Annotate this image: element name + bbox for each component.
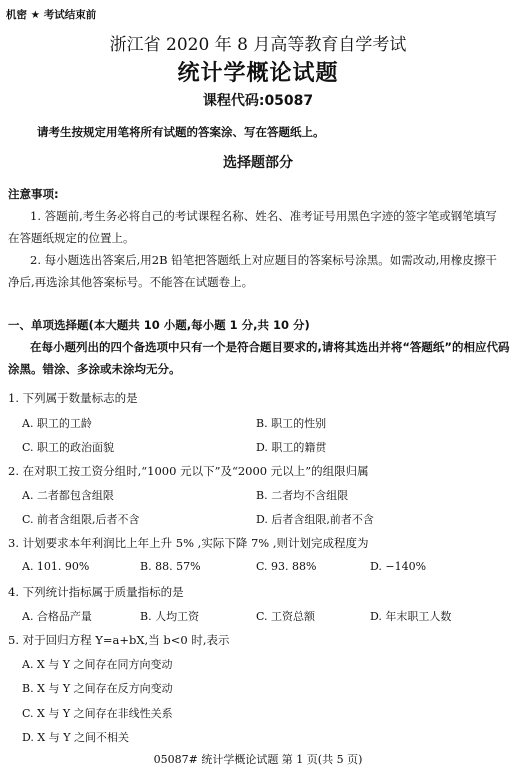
note-text: 1. 答题前,考生务必将自己的考试课程名称、姓名、准考证号用黑色字迹的签字笔或钢笔填写在答题纸规定的位置上。: [8, 209, 497, 245]
option-c: C. 前者含组限,后者不含: [22, 513, 140, 526]
option-a: A. 合格品产量: [22, 610, 92, 623]
option-d: D. −140%: [370, 560, 427, 573]
option-d: D. 职工的籍贯: [256, 441, 327, 454]
option-c: C. 职工的政治面貌: [22, 441, 115, 454]
exam-title: 浙江省 2020 年 8 月高等教育自学考试: [109, 35, 407, 55]
notes-title: 注意事项:: [8, 187, 59, 201]
page-footer: 05087# 统计学概论试题 第 1 页(共 5 页): [153, 753, 363, 766]
option-b: B. X 与 Y 之间存在反方向变动: [22, 682, 173, 695]
question-stem: 2. 在对职工按工资分组时,“1000 元以下”及“2000 元以上”的组限归属: [8, 464, 369, 478]
section-title: 选择题部分: [223, 155, 293, 171]
answer-instruction: 请考生按规定用笔将所有试题的答案涂、写在答题纸上。: [37, 125, 325, 139]
note-item: [8, 249, 508, 293]
question-stem: 1. 下列属于数量标志的是: [8, 391, 138, 405]
part-description-text: 在每小题列出的四个备选项中只有一个是符合题目要求的,请将其选出并将“答题纸”的相应代码涂黑。错涂、多涂或未涂均无分。: [8, 340, 510, 376]
option-b: B. 二者均不含组限: [256, 489, 349, 502]
part-heading: 一、单项选择题(本大题共 10 小题,每小题 1 分,共 10 分): [8, 318, 310, 332]
option-a: A. 职工的工龄: [22, 417, 92, 430]
subject-title: 统计学概论试题: [177, 61, 339, 86]
option-d: D. 年末职工人数: [370, 610, 452, 623]
option-b: B. 88. 57%: [140, 560, 201, 573]
option-c: C. 93. 88%: [256, 560, 317, 573]
question-stem: 5. 对于回归方程 Y=a+bX,当 b<0 时,表示: [8, 633, 230, 647]
question-stem: 4. 下列统计指标属于质量指标的是: [8, 585, 184, 599]
note-text: 2. 每小题选出答案后,用2B 铅笔把答题纸上对应题目的答案标号涂黑。如需改动,用橡皮擦干净后,再选涂其他答案标号。不能答在试题卷上。: [8, 253, 497, 289]
option-a: A. X 与 Y 之间存在同方向变动: [22, 658, 173, 671]
option-a: A. 101. 90%: [22, 560, 90, 573]
option-b: B. 职工的性别: [256, 417, 327, 430]
option-d: D. 后者含组限,前者不含: [256, 513, 374, 526]
part-description: [8, 336, 510, 380]
option-b: B. 人均工资: [140, 610, 200, 623]
option-c: C. 工资总额: [256, 610, 316, 623]
note-item: [8, 205, 508, 249]
secret-mark: 机密 ★ 考试结束前: [6, 9, 97, 21]
option-a: A. 二者都包含组限: [22, 489, 114, 502]
question-stem: 3. 计划要求本年利润比上年上升 5% ,实际下降 7% ,则计划完成程度为: [8, 536, 369, 550]
option-d: D. X 与 Y 之间不相关: [22, 731, 130, 744]
course-code: 课程代码:05087: [202, 93, 314, 109]
option-c: C. X 与 Y 之间存在非线性关系: [22, 707, 173, 720]
